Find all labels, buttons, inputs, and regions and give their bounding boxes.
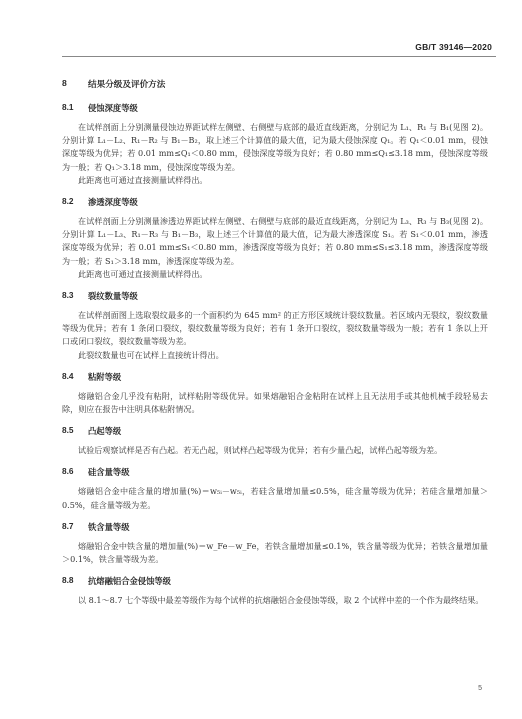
section-title: 结果分级及评价方法 xyxy=(88,79,166,89)
subsection-title: 凸起等级 xyxy=(88,426,122,437)
subsection-heading xyxy=(62,371,488,383)
subsection xyxy=(62,196,488,281)
subsection-title: 抗熔融铝合金侵蚀等级 xyxy=(88,576,171,587)
subsection-heading xyxy=(62,196,488,208)
subsection-heading xyxy=(62,102,488,114)
standard-number: GB/T 39146—2020 xyxy=(415,42,492,52)
subsection-title: 裂纹数量等级 xyxy=(88,291,138,302)
subsection-heading xyxy=(62,575,488,587)
subsection-number: 8.3 xyxy=(62,290,74,301)
paragraph: 此裂纹数量也可在试样上直接统计得出。 xyxy=(78,349,224,360)
subsection-number: 8.5 xyxy=(62,425,74,436)
paragraph: 试验后观察试样是否有凸起。若无凸起，则试样凸起等级为优异；若有少量凸起，试样凸起等级为差。 xyxy=(78,445,443,456)
paragraph: 在试样剖面图上选取裂纹最多的一个面积约为 645 mm² 的正方形区域统计裂纹数量。若区域内无裂纹，裂纹数量等级为优异；若有 1 条闭口裂纹，裂纹数量等级为良好；若有 1 条开口裂纹，裂纹数量等级为一般；若有 1 条以上开口或闭口裂纹，裂纹数量等级为差。 xyxy=(62,310,488,347)
subsection-number: 8.1 xyxy=(62,102,74,112)
subsection xyxy=(62,425,488,457)
section-heading xyxy=(62,78,488,90)
paragraph: 在试样剖面上分别测量侵蚀边界距试样左侧壁、右侧壁与底部的最近直线距离，分别记为 L₁、R₁ 与 B₁(见图 2)。分别计算 L₁－L₂、R₁－R₂ 与 B₁－B₂，取上述三个计算值的最大值，记为最大侵蚀深度 Q₁。若 Q₁＜0.01 mm，侵蚀深度等级为优异；若 0.01 mm≤Q₁＜0.80 mm，侵蚀深度等级为良好；若 0.80 mm≤Q₁≤3.18 mm，侵蚀深度等级为一般；若 Q₁＞3.18 mm，侵蚀深度等级为差。 xyxy=(62,122,488,172)
subsection xyxy=(62,371,488,416)
subsection xyxy=(62,290,488,362)
section-number: 8 xyxy=(62,78,67,88)
page-number: 5 xyxy=(478,685,482,692)
subsection-number: 8.6 xyxy=(62,466,74,477)
paragraph: 以 8.1～8.7 七个等级中最差等级作为每个试样的抗熔融铝合金侵蚀等级，取 2 个试样中差的一个作为最终结果。 xyxy=(78,595,484,606)
subsection-number: 8.8 xyxy=(62,575,74,586)
paragraph: 熔融铝合金几乎没有粘附，试样粘附等级优异。如果熔融铝合金粘附在试样上且无法用手或其他机械手段轻易去除，则应在报告中注明具体粘附情况。 xyxy=(62,390,488,415)
header-divider xyxy=(62,56,496,57)
subsection-heading xyxy=(62,425,488,437)
paragraph: 熔融铝合金中硅含量的增加量(%)＝w₅ᵢ－w₅ᵢ，若硅含量增加量≤0.5%，硅含量等级为优异；若硅含量增加量＞0.5%，硅含量等级为差。 xyxy=(62,486,488,510)
subsection-heading xyxy=(62,290,488,302)
subsection xyxy=(62,575,488,607)
subsection-list xyxy=(62,102,488,607)
subsection-heading xyxy=(62,521,488,533)
paragraph: 在试样剖面上分别测量渗透边界距试样左侧壁、右侧壁与底部的最近直线距离，分别记为 L₃、R₃ 与 B₃(见图 2)。分别计算 L₁－L₃、R₁－R₃ 与 B₁－B₃，取上述三个计算值的最大值，记为最大渗透深度 S₁。若 S₁＜0.01 mm，渗透深度等级为优异；若 0.01 mm≤S₁＜0.80 mm，渗透深度等级为良好；若 0.80 mm≤S₁≤3.18 mm，渗透深度等级为一般；若 S₁＞3.18 mm，渗透深度等级为差。 xyxy=(62,216,488,266)
subsection xyxy=(62,466,488,511)
subsection-title: 渗透深度等级 xyxy=(88,197,138,208)
subsection-title: 铁含量等级 xyxy=(88,521,130,532)
subsection-title: 侵蚀深度等级 xyxy=(88,103,138,113)
subsection xyxy=(62,521,488,566)
subsection-title: 硅含量等级 xyxy=(88,467,130,478)
paragraph: 此距离也可通过直接测量试样得出。 xyxy=(78,174,208,185)
subsection xyxy=(62,102,488,187)
subsection-title: 粘附等级 xyxy=(88,371,122,382)
subsection-number: 8.4 xyxy=(62,370,74,381)
document-body xyxy=(62,78,488,616)
subsection-number: 8.7 xyxy=(62,520,74,531)
paragraph: 熔融铝合金中铁含量的增加量(%)＝w_Fe－w_Fe，若铁含量增加量≤0.1%，铁含量等级为优异；若铁含量增加量＞0.1%，铁含量等级为差。 xyxy=(62,540,488,565)
subsection-number: 8.2 xyxy=(62,196,74,207)
paragraph: 此距离也可通过直接测量试样得出。 xyxy=(78,268,208,279)
subsection-heading xyxy=(62,466,488,478)
